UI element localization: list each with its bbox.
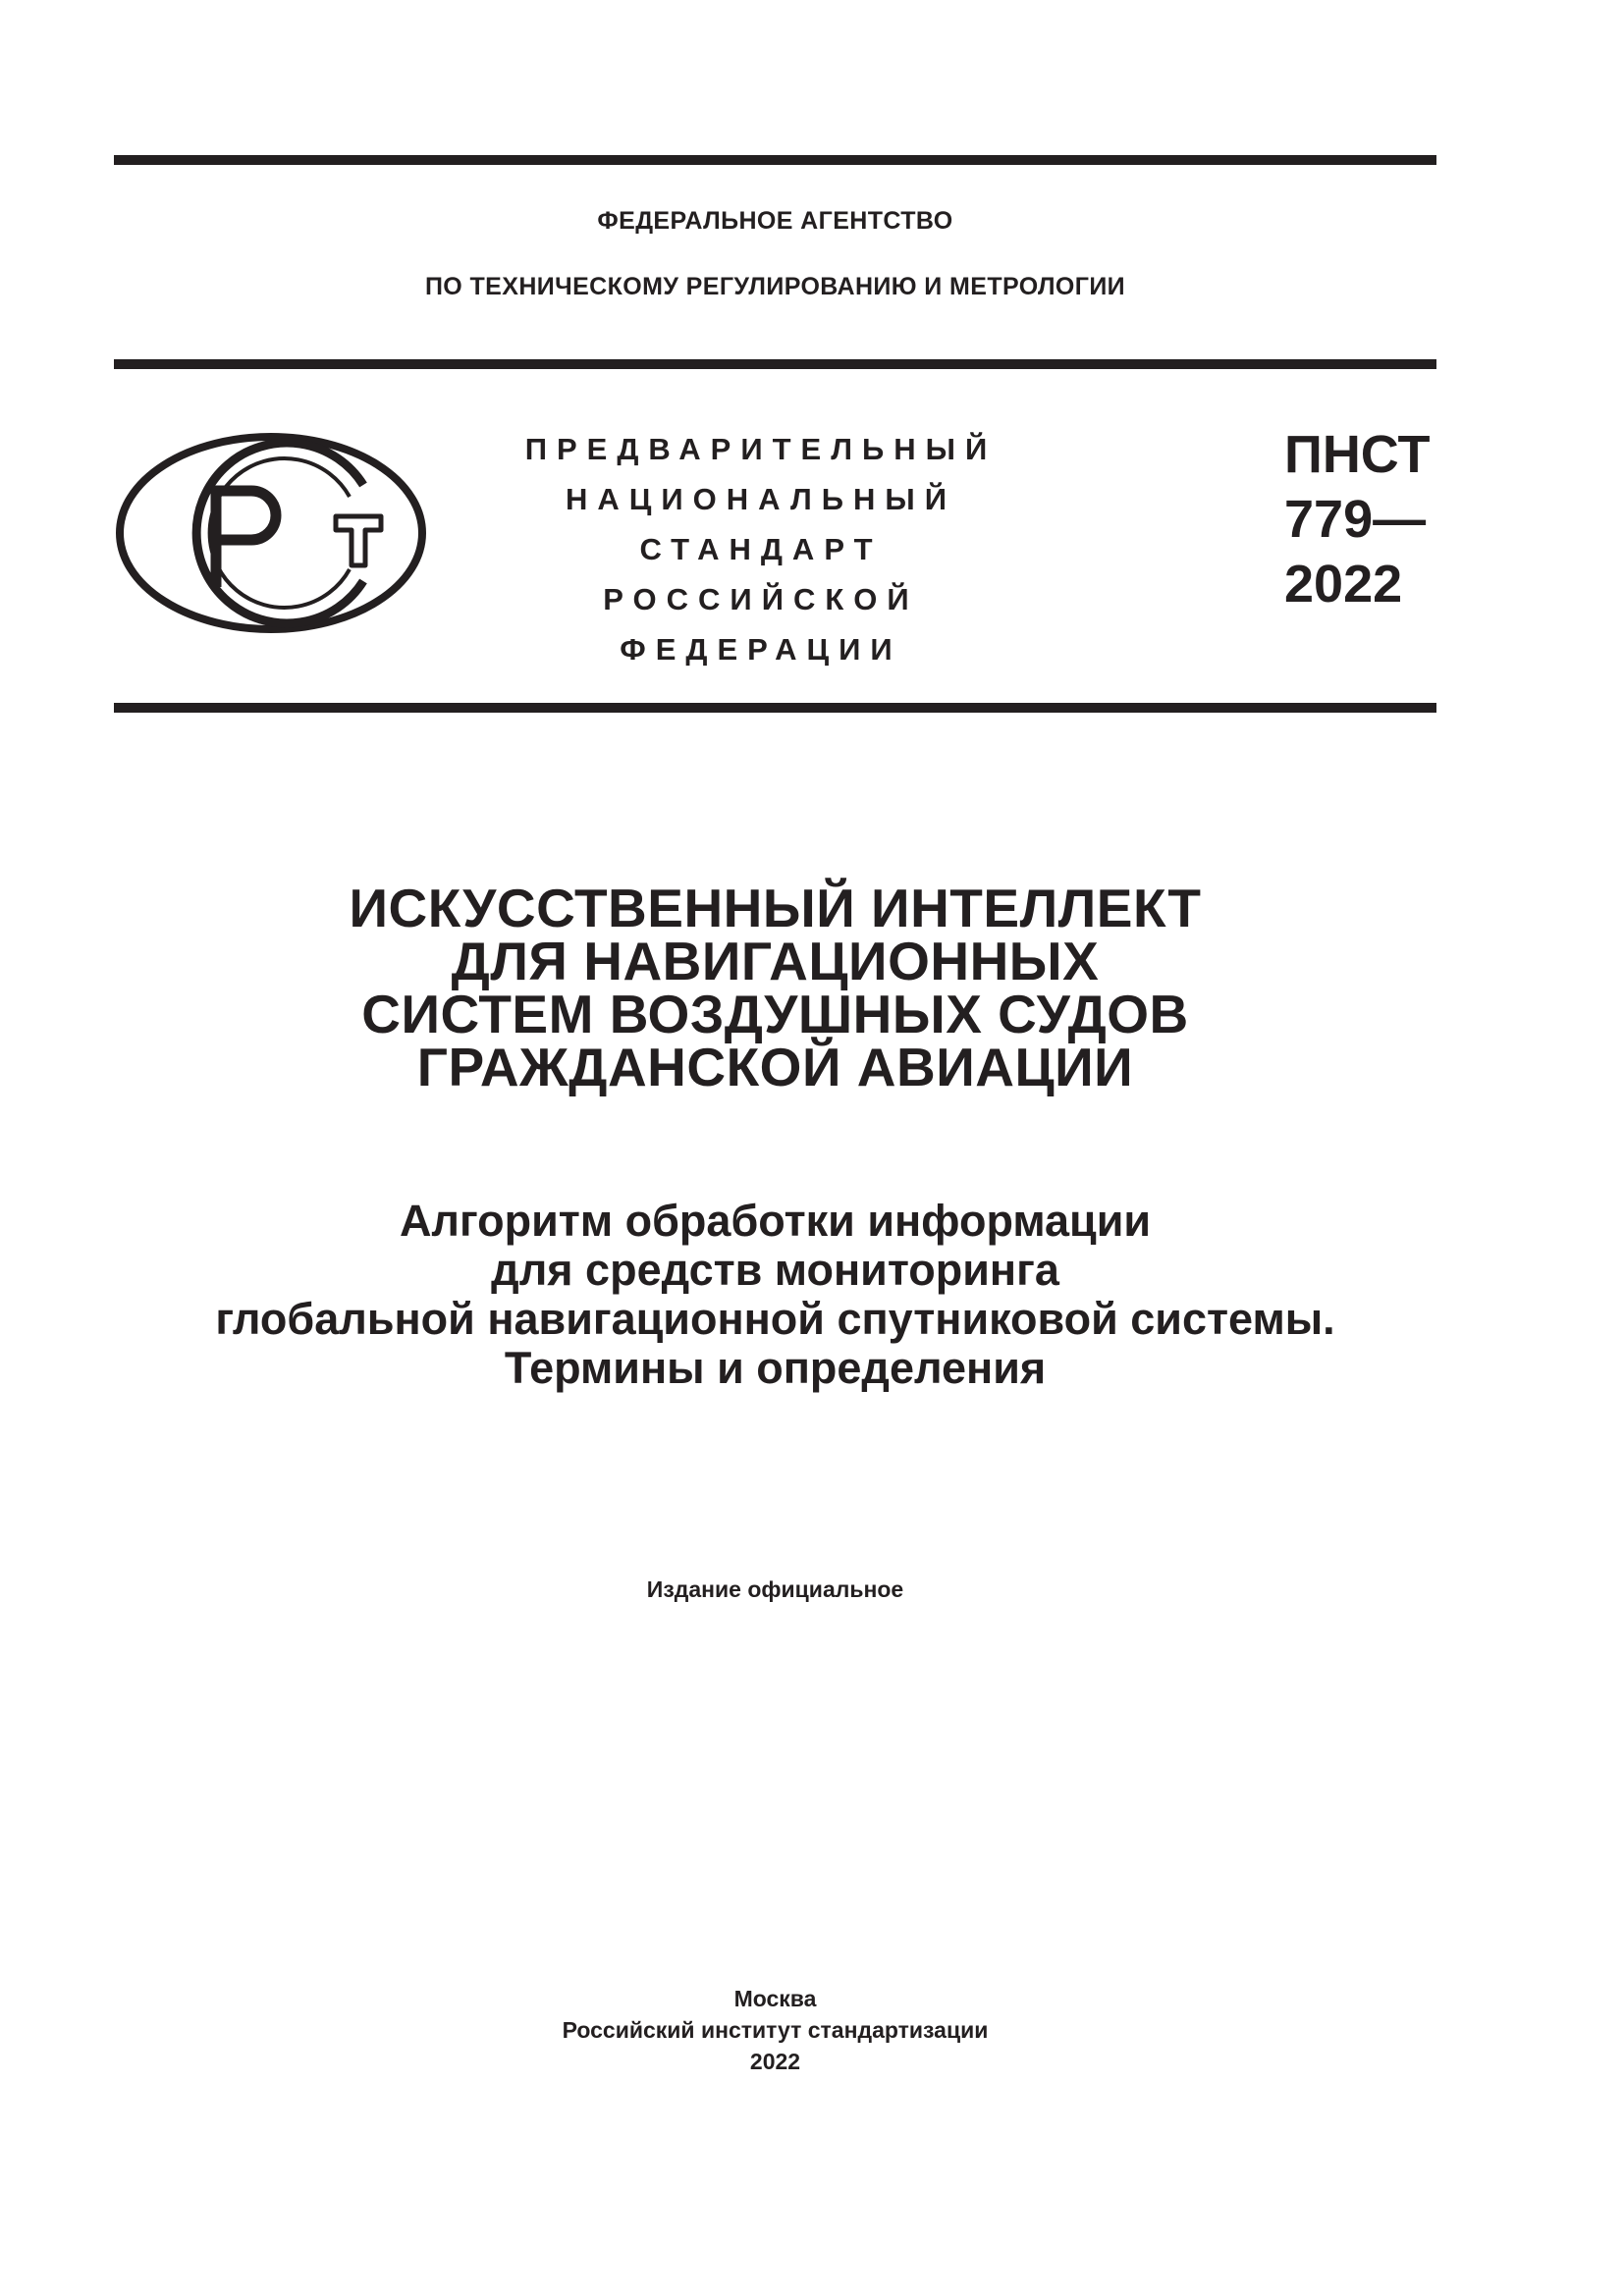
- standard-type-line: СТАНДАРТ: [639, 532, 883, 566]
- agency-name-line-1: ФЕДЕРАЛЬНОЕ АГЕНТСТВО: [597, 207, 953, 235]
- publication-info: [114, 1983, 1436, 2077]
- standard-type: [461, 424, 1060, 674]
- publication-year: 2022: [749, 2049, 801, 2074]
- title-line: СИСТЕМ ВОЗДУШНЫХ СУДОВ: [361, 984, 1189, 1044]
- designation-code: ПНСТ: [1284, 425, 1431, 484]
- designation-number: 779—: [1284, 490, 1427, 549]
- publisher-name: Российский институт стандартизации: [562, 2017, 989, 2043]
- title-line: ДЛЯ НАВИГАЦИОННЫХ: [451, 931, 1100, 991]
- header-bottom-rule: [114, 703, 1436, 713]
- standard-type-line: ФЕДЕРАЦИИ: [620, 632, 902, 667]
- agency-name-line-2: ПО ТЕХНИЧЕСКОМУ РЕГУЛИРОВАНИЮ И МЕТРОЛОГИИ: [424, 273, 1126, 300]
- designation-year: 2022: [1284, 555, 1403, 614]
- rst-logo-icon: [114, 430, 428, 636]
- header-divider: [114, 359, 1436, 369]
- subtitle-line: глобальной навигационной спутниковой системы.: [215, 1294, 1335, 1344]
- standard-designation: [1284, 422, 1430, 616]
- title-line: ИСКУССТВЕННЫЙ ИНТЕЛЛЕКТ: [349, 878, 1202, 938]
- standard-type-line: НАЦИОНАЛЬНЫЙ: [565, 482, 957, 516]
- subtitle-line: Термины и определения: [504, 1343, 1047, 1393]
- publication-city: Москва: [733, 1986, 817, 2011]
- standard-type-line: ПРЕДВАРИТЕЛЬНЫЙ: [524, 432, 998, 466]
- top-rule: [114, 155, 1436, 165]
- subtitle-line: Алгоритм обработки информации: [399, 1196, 1152, 1246]
- subtitle-line: для средств мониторинга: [491, 1245, 1059, 1295]
- standard-type-line: РОССИЙСКОЙ: [603, 582, 919, 616]
- title-line: ГРАЖДАНСКОЙ АВИАЦИИ: [416, 1037, 1134, 1097]
- edition-note: Издание официальное: [646, 1576, 904, 1602]
- document-subtitle: [114, 1197, 1436, 1393]
- document-title: [114, 878, 1436, 1097]
